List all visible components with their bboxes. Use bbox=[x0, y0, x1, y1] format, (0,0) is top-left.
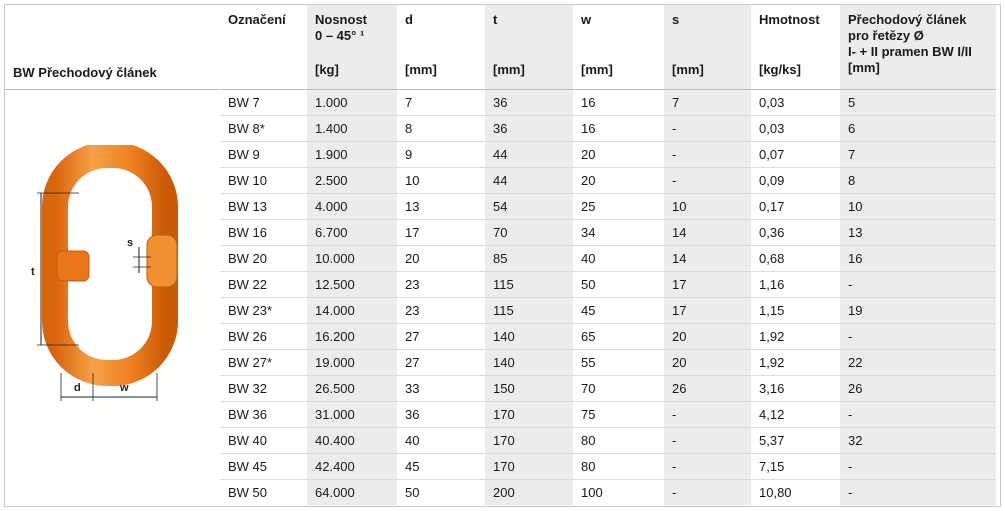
cell-d: 9 bbox=[397, 142, 485, 168]
table-row bbox=[220, 116, 996, 142]
cell-transition-link: 22 bbox=[840, 350, 996, 376]
cell-s: - bbox=[664, 480, 751, 506]
cell-d: 27 bbox=[397, 350, 485, 376]
cell-transition-link: - bbox=[840, 454, 996, 480]
section-title: BW Přechodový článek bbox=[13, 65, 157, 80]
cell-weight: 4,12 bbox=[751, 402, 840, 428]
cell-w: 80 bbox=[573, 428, 664, 454]
cell-t: 70 bbox=[485, 220, 573, 246]
col-header-capacity: Nosnost 0 – 45° ¹ [kg] bbox=[307, 5, 397, 90]
cell-capacity: 40.400 bbox=[307, 428, 397, 454]
table-row bbox=[220, 168, 996, 194]
cell-t: 44 bbox=[485, 168, 573, 194]
cell-transition-link: 19 bbox=[840, 298, 996, 324]
cell-t: 140 bbox=[485, 324, 573, 350]
cell-s: 26 bbox=[664, 376, 751, 402]
cell-weight: 0,36 bbox=[751, 220, 840, 246]
cell-weight: 10,80 bbox=[759, 485, 792, 500]
cell-designation: BW 32 bbox=[220, 376, 307, 402]
cell-designation: BW 7 bbox=[220, 90, 307, 116]
cell-designation: BW 8* bbox=[220, 116, 307, 142]
spec-table-body bbox=[220, 90, 996, 506]
cell-d: 8 bbox=[397, 116, 485, 142]
table-row bbox=[220, 220, 996, 246]
cell-designation: BW 10 bbox=[220, 168, 307, 194]
master-link-illustration bbox=[19, 145, 179, 407]
cell-s: 20 bbox=[664, 324, 751, 350]
cell-transition-link: 26 bbox=[840, 376, 996, 402]
cell-d: 27 bbox=[397, 324, 485, 350]
cell-s: - bbox=[664, 428, 751, 454]
cell-w: 25 bbox=[573, 194, 664, 220]
cell-weight: 1,92 bbox=[751, 350, 840, 376]
col-header-weight: Hmotnost [kg/ks] bbox=[751, 5, 840, 90]
cell-d: 7 bbox=[397, 90, 485, 116]
cell-s: 10 bbox=[664, 194, 751, 220]
cell-capacity: 4.000 bbox=[307, 194, 397, 220]
cell-weight: 0,68 bbox=[751, 246, 840, 272]
cell-d: 36 bbox=[397, 402, 485, 428]
table-row bbox=[220, 350, 996, 376]
cell-t: 44 bbox=[485, 142, 573, 168]
col-header-t: t [mm] bbox=[485, 5, 573, 90]
cell-t: 140 bbox=[485, 350, 573, 376]
cell-transition-link: 13 bbox=[840, 220, 996, 246]
cell-designation: BW 16 bbox=[220, 220, 307, 246]
table-row bbox=[220, 246, 996, 272]
cell-t: 85 bbox=[485, 246, 573, 272]
cell-transition-link: - bbox=[840, 272, 996, 298]
cell-capacity: 26.500 bbox=[307, 376, 397, 402]
cell-s: - bbox=[664, 454, 751, 480]
cell-designation: BW 45 bbox=[220, 454, 307, 480]
product-spec-panel bbox=[4, 4, 1001, 507]
cell-capacity: 64.000 bbox=[307, 480, 397, 506]
cell-capacity: 42.400 bbox=[307, 454, 397, 480]
cell-weight: 1,16 bbox=[751, 272, 840, 298]
cell-w: 40 bbox=[573, 246, 664, 272]
cell-transition-link: 16 bbox=[840, 246, 996, 272]
dim-label-d: d bbox=[74, 382, 81, 394]
col-header-designation: Označení bbox=[220, 5, 307, 90]
cell-weight: 0,17 bbox=[751, 194, 840, 220]
cell-transition-link: 32 bbox=[840, 428, 996, 454]
cell-weight: 7,15 bbox=[751, 454, 840, 480]
cell-designation: BW 36 bbox=[220, 402, 307, 428]
cell-designation: BW 9 bbox=[220, 142, 307, 168]
cell-capacity: 14.000 bbox=[307, 298, 397, 324]
cell-s: - bbox=[664, 116, 751, 142]
cell-t: 170 bbox=[485, 428, 573, 454]
cell-w: 65 bbox=[573, 324, 664, 350]
cell-d: 20 bbox=[397, 246, 485, 272]
cell-capacity: 1.000 bbox=[307, 90, 397, 116]
col-header-w: w [mm] bbox=[573, 5, 664, 90]
table-row bbox=[220, 142, 996, 168]
cell-t: 170 bbox=[485, 402, 573, 428]
cell-transition-link: 8 bbox=[840, 168, 996, 194]
table-row bbox=[220, 272, 996, 298]
cell-t: 54 bbox=[485, 194, 573, 220]
table-header-row bbox=[220, 5, 996, 90]
header-divider bbox=[5, 89, 219, 90]
table-row bbox=[220, 376, 996, 402]
cell-w: 45 bbox=[573, 298, 664, 324]
cell-d: 23 bbox=[397, 272, 485, 298]
table-row bbox=[220, 480, 996, 506]
col-header-s: s [mm] bbox=[664, 5, 751, 90]
cell-s: - bbox=[664, 168, 751, 194]
cell-capacity: 16.200 bbox=[307, 324, 397, 350]
cell-weight: 5,37 bbox=[751, 428, 840, 454]
cell-capacity: 19.000 bbox=[307, 350, 397, 376]
cell-w: 50 bbox=[573, 272, 664, 298]
dim-label-s: s bbox=[127, 237, 134, 249]
cell-t: 115 bbox=[485, 298, 573, 324]
cell-weight: 0,03 bbox=[751, 116, 840, 142]
cell-w: 16 bbox=[573, 90, 664, 116]
cell-w: 16 bbox=[573, 116, 664, 142]
cell-designation: BW 20 bbox=[220, 246, 307, 272]
table-row bbox=[220, 298, 996, 324]
cell-s: 14 bbox=[664, 220, 751, 246]
col-header-d: d [mm] bbox=[397, 5, 485, 90]
spec-table bbox=[220, 5, 996, 505]
cell-w: 55 bbox=[573, 350, 664, 376]
cell-designation: BW 23* bbox=[220, 298, 307, 324]
cell-d: 33 bbox=[397, 376, 485, 402]
cell-designation: BW 27* bbox=[220, 350, 307, 376]
link-sleeve-left bbox=[57, 251, 89, 281]
link-boss-right bbox=[147, 235, 177, 287]
cell-d: 10 bbox=[397, 168, 485, 194]
cell-capacity: 12.500 bbox=[307, 272, 397, 298]
cell-weight: 0,03 bbox=[751, 90, 840, 116]
cell-designation: BW 13 bbox=[220, 194, 307, 220]
cell-capacity: 1.900 bbox=[307, 142, 397, 168]
cell-weight: 3,16 bbox=[751, 376, 840, 402]
cell-weight: 0,07 bbox=[751, 142, 840, 168]
cell-w: 34 bbox=[573, 220, 664, 246]
cell-capacity: 31.000 bbox=[307, 402, 397, 428]
cell-s: - bbox=[664, 142, 751, 168]
cell-w: 20 bbox=[573, 168, 664, 194]
cell-designation: BW 40 bbox=[220, 428, 307, 454]
cell-w: 80 bbox=[573, 454, 664, 480]
cell-designation: BW 22 bbox=[220, 272, 307, 298]
cell-capacity: 1.400 bbox=[307, 116, 397, 142]
cell-t: 115 bbox=[485, 272, 573, 298]
cell-transition-link: 6 bbox=[840, 116, 996, 142]
col-header-transition-link: Přechodový článek pro řetězy Ø I- + II pramen BW I/II [mm] bbox=[840, 5, 996, 90]
table-row bbox=[220, 428, 996, 454]
cell-t: 36 bbox=[485, 90, 573, 116]
dim-label-w: w bbox=[120, 382, 129, 394]
table-row bbox=[220, 402, 996, 428]
cell-transition-link: - bbox=[840, 480, 996, 506]
table-row bbox=[220, 454, 996, 480]
cell-s: 17 bbox=[664, 272, 751, 298]
cell-s: 14 bbox=[664, 246, 751, 272]
table-row bbox=[220, 90, 996, 116]
cell-weight: 0,09 bbox=[751, 168, 840, 194]
cell-designation: BW 50 bbox=[228, 485, 268, 500]
cell-t: 150 bbox=[485, 376, 573, 402]
dim-label-t: t bbox=[31, 266, 35, 278]
cell-designation: BW 26 bbox=[220, 324, 307, 350]
cell-transition-link: - bbox=[840, 324, 996, 350]
cell-capacity: 10.000 bbox=[307, 246, 397, 272]
cell-w: 100 bbox=[581, 485, 603, 500]
cell-t: 36 bbox=[485, 116, 573, 142]
cell-w: 70 bbox=[573, 376, 664, 402]
cell-d: 17 bbox=[397, 220, 485, 246]
cell-w: 20 bbox=[573, 142, 664, 168]
cell-transition-link: - bbox=[840, 402, 996, 428]
cell-weight: 1,15 bbox=[751, 298, 840, 324]
cell-s: 20 bbox=[664, 350, 751, 376]
cell-capacity: 2.500 bbox=[307, 168, 397, 194]
cell-s: 17 bbox=[664, 298, 751, 324]
cell-d: 23 bbox=[397, 298, 485, 324]
cell-transition-link: 5 bbox=[840, 90, 996, 116]
cell-t: 170 bbox=[485, 454, 573, 480]
cell-t: 200 bbox=[485, 480, 573, 506]
cell-s: 7 bbox=[664, 90, 751, 116]
cell-transition-link: 7 bbox=[840, 142, 996, 168]
cell-d: 50 bbox=[405, 485, 420, 500]
cell-weight: 1,92 bbox=[751, 324, 840, 350]
cell-d: 45 bbox=[397, 454, 485, 480]
table-row bbox=[220, 324, 996, 350]
cell-d: 13 bbox=[397, 194, 485, 220]
table-row bbox=[220, 194, 996, 220]
cell-w: 75 bbox=[573, 402, 664, 428]
cell-d: 40 bbox=[397, 428, 485, 454]
cell-s: - bbox=[664, 402, 751, 428]
cell-transition-link: 10 bbox=[840, 194, 996, 220]
cell-capacity: 6.700 bbox=[307, 220, 397, 246]
